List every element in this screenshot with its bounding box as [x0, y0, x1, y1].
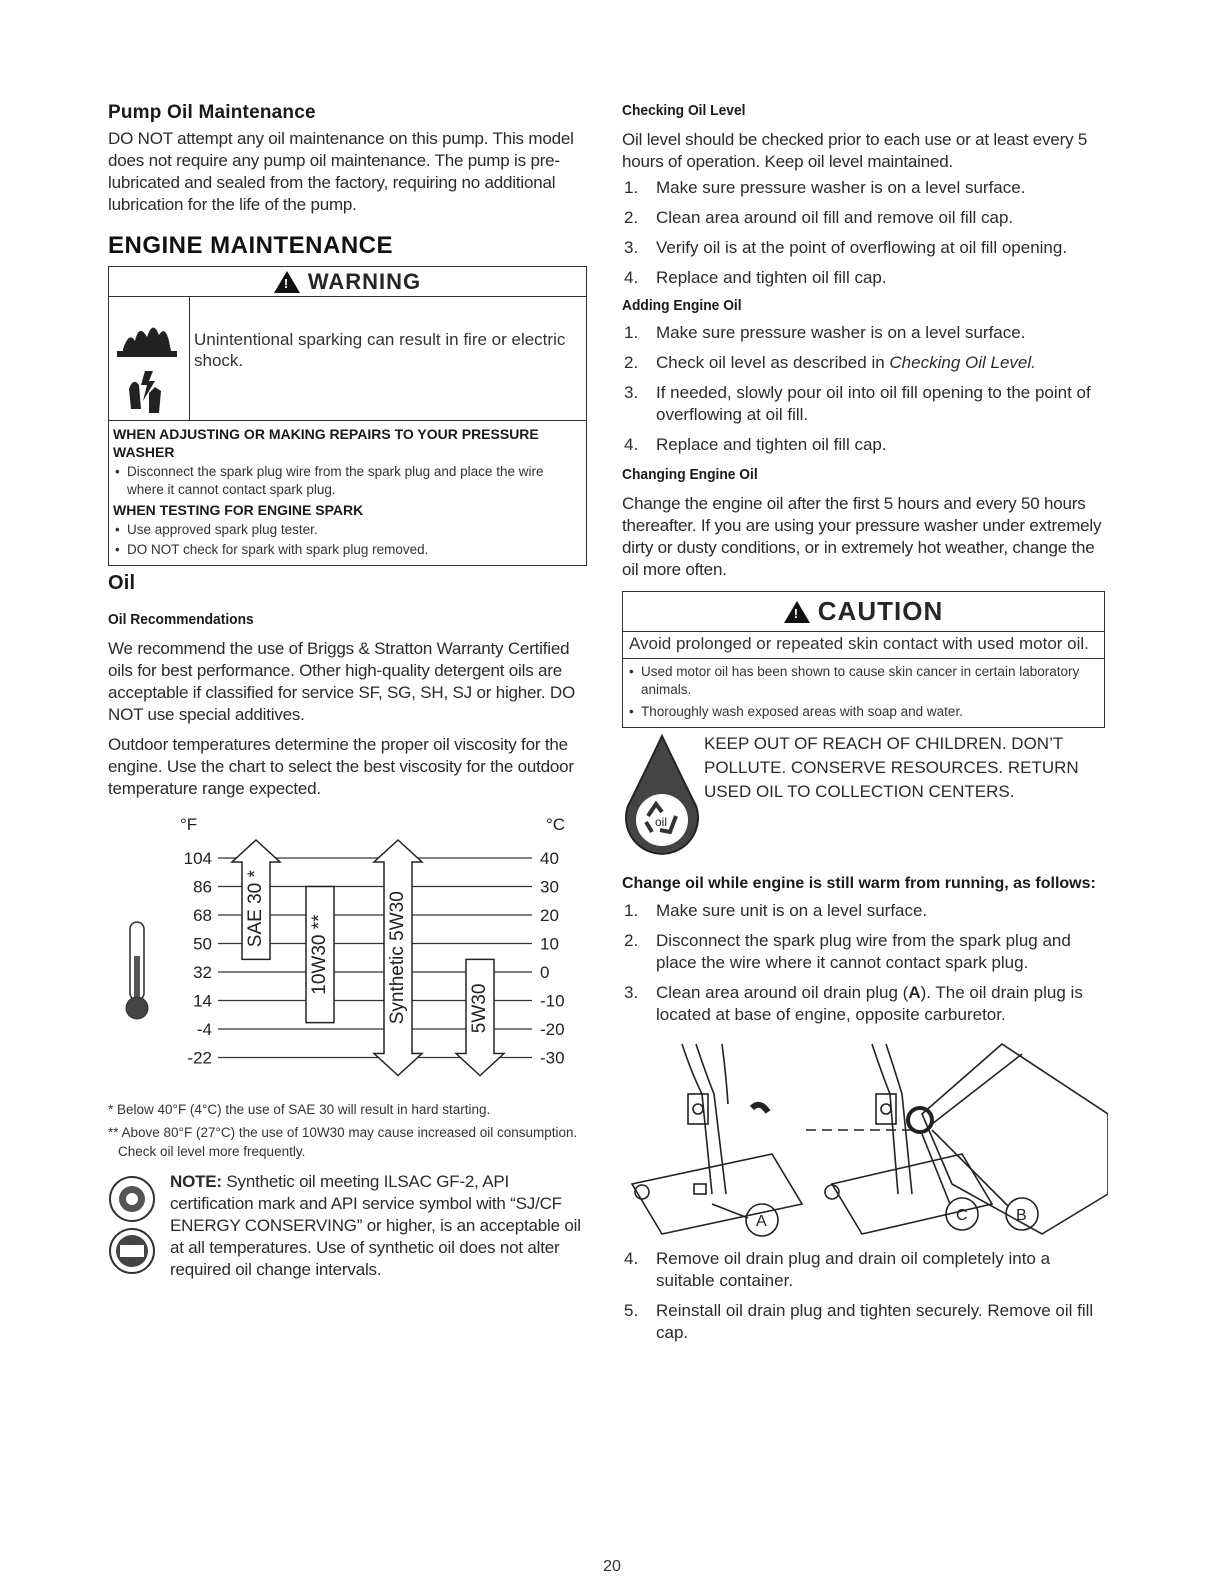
pump-body: DO NOT attempt any oil maintenance on this pump. This model does not require any pump oil maintenance. The pump is pre-lubricated and sealed from the factory, requiring no additional lubrication for the life of the pump. — [108, 129, 574, 214]
warning-section1-title: WHEN ADJUSTING OR MAKING REPAIRS TO YOUR PRESSURE WASHER — [113, 426, 539, 460]
oil-rec-body1: We recommend the use of Briggs & Stratton Warranty Certified oils for best performance. Other high-quality detergent oils are acceptable if classified for service SF, SG, SH, SJ or higher. DO NOT use special additives. — [108, 639, 575, 724]
chart-unit-c: °C — [546, 815, 566, 834]
caution-item: • Thoroughly wash exposed areas with soap and water. — [627, 703, 1098, 721]
chart-bar — [306, 887, 334, 1023]
list-item: 3. If needed, slowly pour oil into oil fill opening to the point of overflowing at oil fill. — [624, 383, 1091, 424]
caution-header — [623, 592, 1104, 632]
note-block — [108, 1171, 594, 1296]
thermometer-icon — [126, 922, 148, 1019]
warning-hazard-row — [109, 297, 586, 421]
viscosity-chart — [108, 806, 594, 1096]
chart-tick-f: -4 — [196, 1020, 212, 1039]
list-item: 2. Check oil level as described in Checking Oil Level. — [624, 353, 1036, 372]
warning-section1-item: • Disconnect the spark plug wire from the spark plug and place the wire where it cannot contact spark plug. — [113, 463, 580, 499]
list-item: 3. Clean area around oil drain plug (A). The oil drain plug is located at base of engine, opposite carburetor. — [624, 983, 1083, 1024]
engine-title: ENGINE MAINTENANCE — [108, 232, 394, 259]
warm-steps-continued — [622, 1248, 1108, 1344]
chart-tick-c: 30 — [540, 877, 559, 897]
callout-b: B — [1016, 1207, 1027, 1224]
changing-body: Change the engine oil after the first 5 hours and every 50 hours thereafter. If you are using your pressure washer under extremely dirty or dusty conditions, or in extremely hot weather, change the oil more often. — [622, 494, 1102, 579]
changing-title: Changing Engine Oil — [622, 466, 758, 483]
warning-header — [109, 267, 586, 297]
checking-steps — [622, 177, 1108, 289]
chart-tick-c: 0 — [540, 963, 550, 982]
list-item: 2. Disconnect the spark plug wire from the spark plug and place the wire where it cannot contact spark plug. — [624, 931, 1071, 972]
chart-bar-label: 10W30 ** — [309, 914, 331, 995]
caution-item: • Used motor oil has been shown to cause skin cancer in certain laboratory animals. — [627, 663, 1098, 699]
chart-tick-c: 10 — [540, 934, 559, 954]
list-item: 2. Clean area around oil fill and remove oil fill cap. — [624, 208, 1014, 227]
warning-label: WARNING — [307, 268, 422, 294]
recycle-icon-text: oil — [655, 815, 668, 829]
api-seal-icons — [108, 1171, 170, 1296]
chart-tick-f: 32 — [193, 963, 212, 982]
adding-title: Adding Engine Oil — [622, 297, 742, 314]
caution-triangle-icon: ! — [784, 601, 810, 623]
warning-details — [109, 421, 586, 565]
list-item: 3. Verify oil is at the point of overflowing at oil fill opening. — [624, 238, 1068, 257]
warning-box — [108, 266, 587, 566]
footnote-1: * Below 40°F (4°C) the use of SAE 30 will result in hard starting. — [108, 1102, 491, 1117]
list-item: 1. Make sure pressure washer is on a level surface. — [624, 323, 1026, 342]
api-symbol-icon — [108, 1171, 168, 1291]
chart-bar-label: 5W30 — [469, 983, 491, 1034]
warm-title: Change oil while engine is still warm from running, as follows: — [622, 875, 1096, 892]
caution-label: CAUTION — [817, 596, 944, 626]
chart-tick-f: 14 — [193, 991, 212, 1011]
chart-tick-f: -22 — [187, 1048, 212, 1068]
list-item: 5. Reinstall oil drain plug and tighten securely. Remove oil fill cap. — [624, 1301, 1094, 1342]
warning-section2-item: • Use approved spark plug tester. — [113, 521, 580, 539]
fire-shock-icon — [109, 297, 189, 419]
chart-tick-c: 40 — [540, 849, 559, 868]
recycle-text: KEEP OUT OF REACH OF CHILDREN. DON’T POLLUTE. CONSERVE RESOURCES. RETURN USED OIL TO COLLECTION CENTERS. — [704, 734, 1079, 801]
warning-triangle-icon: ! — [274, 271, 300, 293]
caution-details — [623, 659, 1104, 727]
note-label: NOTE: — [170, 1172, 222, 1191]
callout-c: C — [956, 1207, 968, 1224]
left-column — [108, 102, 594, 1296]
list-item: 4. Replace and tighten oil fill cap. — [624, 268, 887, 287]
chart-tick-c: -20 — [540, 1020, 565, 1039]
adding-steps — [622, 322, 1108, 456]
chart-tick-f: 104 — [183, 849, 212, 868]
oil-rec-body2: Outdoor temperatures determine the proper oil viscosity for the engine. Use the chart to select the best viscosity for the outdoor temperature range expected. — [108, 735, 574, 798]
chart-tick-f: 68 — [193, 906, 212, 925]
chart-bar — [232, 840, 280, 959]
list-item: 4. Replace and tighten oil fill cap. — [624, 435, 887, 454]
chart-tick-c: -30 — [540, 1048, 565, 1068]
chart-bar-label: SAE 30 * — [245, 870, 267, 948]
footnote-2: ** Above 80°F (27°C) the use of 10W30 may cause increased oil consumption. Check oil level more frequently. — [108, 1125, 578, 1159]
recycle-block — [622, 732, 1108, 864]
warning-section2-item: • DO NOT check for spark with spark plug removed. — [113, 541, 580, 559]
callout-a: A — [756, 1213, 767, 1230]
warning-text: Unintentional sparking can result in fire or electric shock. — [194, 330, 566, 370]
warm-steps — [622, 900, 1108, 1026]
checking-title: Checking Oil Level — [622, 102, 746, 119]
chart-bar-label: Synthetic 5W30 — [387, 891, 409, 1025]
note-text — [170, 1171, 594, 1296]
chart-tick-f: 86 — [193, 877, 212, 897]
chart-bar — [456, 959, 504, 1075]
list-item: 1. Make sure pressure washer is on a level surface. — [624, 178, 1026, 197]
pump-title: Pump Oil Maintenance — [108, 102, 316, 123]
caution-box — [622, 591, 1105, 728]
oil-rec-title: Oil Recommendations — [108, 611, 254, 628]
warning-section2-title: WHEN TESTING FOR ENGINE SPARK — [113, 502, 364, 518]
chart-tick-f: 50 — [193, 934, 212, 954]
oil-title: Oil — [108, 572, 136, 594]
chart-unit-f: °F — [180, 815, 198, 834]
recycle-oil-icon — [622, 732, 704, 864]
checking-body: Oil level should be checked prior to each use or at least every 5 hours of operation. Keep oil level maintained. — [622, 130, 1088, 171]
list-item: 4. Remove oil drain plug and drain oil completely into a suitable container. — [624, 1249, 1051, 1290]
chart-tick-c: -10 — [540, 991, 565, 1011]
engine-drain-illustration — [622, 1034, 1108, 1244]
right-column — [622, 102, 1108, 1352]
caution-text: Avoid prolonged or repeated skin contact with used motor oil. — [623, 632, 1104, 659]
chart-tick-c: 20 — [540, 906, 559, 925]
hazard-icons — [109, 297, 190, 420]
note-body: Synthetic oil meeting ILSAC GF-2, API certification mark and API service symbol with “SJ/CF ENERGY CONSERVING” or higher, is an acceptable oil at all temperatures. Use of synthetic oil does not alter required oil change intervals. — [170, 1172, 581, 1279]
page-number: 20 — [603, 1558, 621, 1575]
list-item: 1. Make sure unit is on a level surface. — [624, 901, 928, 920]
chart-bar — [374, 840, 422, 1076]
